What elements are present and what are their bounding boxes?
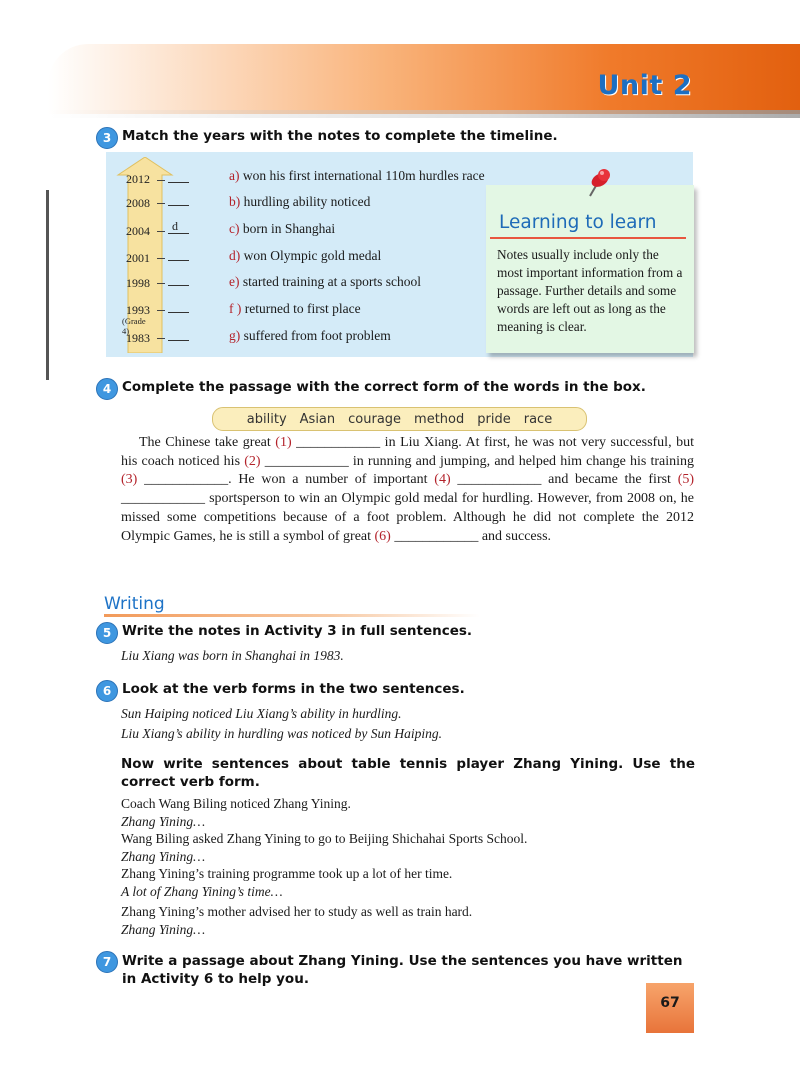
year-label: 1983 — [126, 331, 150, 345]
blank-marker: (5) — [677, 472, 695, 488]
note-text: won his first international 110m hurdles race — [239, 168, 485, 183]
passage-blank[interactable]: ____________ — [264, 453, 349, 469]
passage-text: in Liu Xiang. At first, he was not very successful, but his coach noticed his — [121, 435, 694, 469]
activity-6-prompt: Zhang Yining… — [121, 849, 206, 864]
grade-note: (Grade 4) — [122, 316, 146, 336]
passage-blank[interactable]: ____________ — [457, 472, 542, 488]
passage-text: The Chinese take great — [139, 435, 276, 450]
timeline-note — [229, 274, 421, 290]
blank-marker: (1) — [275, 435, 292, 450]
year-label: 1993 — [126, 303, 150, 317]
learning-title: Learning to learn — [499, 212, 657, 233]
answer-blank[interactable] — [168, 182, 189, 183]
tick — [157, 310, 165, 311]
note-letter: b) — [229, 194, 241, 209]
note-letter: g) — [229, 328, 241, 343]
activity-7-instruction: Write a passage about Zhang Yining. Use the sentences you have written in Activity 6 to help you. — [122, 953, 683, 987]
year-label: 2008 — [126, 196, 150, 210]
activity-4-badge: 4 — [96, 378, 118, 400]
passage-text: in running and jumping, and helped him change his training — [348, 453, 694, 469]
note-text: hurdling ability noticed — [240, 194, 371, 209]
note-letter: c) — [229, 221, 240, 236]
activity-6-prompt: A lot of Zhang Yining’s time… — [121, 884, 283, 899]
activity-6-prompt: Zhang Yining… — [121, 922, 206, 937]
note-letter: f ) — [229, 301, 242, 316]
unit-title: Unit 2 — [597, 70, 692, 101]
writing-underline — [104, 614, 480, 617]
timeline-note — [229, 168, 485, 184]
learning-text: Notes usually include only the most important information from a passage. Further details and some words are left out as long as the meaning is clear. — [497, 247, 683, 334]
activity-6-prompt: Zhang Yining… — [121, 814, 206, 829]
activity-6-sentence: Wang Biling asked Zhang Yining to go to Beijing Shichahai Sports School. — [121, 831, 528, 846]
timeline-note — [229, 248, 381, 264]
activity-6-instruction: Look at the verb forms in the two sentences. — [122, 681, 465, 697]
activity-3-badge: 3 — [96, 127, 118, 149]
word-item: Asian — [299, 411, 336, 427]
passage-blank[interactable]: ____________ — [296, 435, 381, 450]
passage-text: and became the first — [541, 472, 678, 488]
passage-text: sportsperson to win an Olympic gold medal for hurdling. However, from 2008 on, he missed some competitions because of a foot problem. Although he did not complete the 2012 Olympic Games, he is still a symbol of great — [121, 491, 694, 544]
word-box — [212, 407, 587, 431]
word-item: courage — [348, 411, 402, 427]
activity-6-badge: 6 — [96, 680, 118, 702]
activity-4-instruction: Complete the passage with the correct form of the words in the box. — [122, 379, 646, 395]
answer-blank[interactable] — [168, 312, 189, 313]
word-item: ability — [246, 411, 287, 427]
tick — [157, 258, 165, 259]
passage-text: . He won a number of important — [228, 472, 435, 488]
page-number: 67 — [660, 995, 680, 1011]
tick — [157, 203, 165, 204]
timeline-note — [229, 301, 361, 317]
note-text: suffered from foot problem — [240, 328, 391, 343]
answer-blank[interactable] — [168, 205, 189, 206]
blank-marker: (2) — [244, 453, 261, 469]
word-item: pride — [477, 411, 511, 427]
passage-blank[interactable]: ____________ — [144, 472, 229, 488]
note-text: returned to first place — [241, 301, 361, 316]
passage — [121, 434, 694, 546]
activity-6-instruction-2: Now write sentences about table tennis player Zhang Yining. Use the correct verb form. — [121, 756, 695, 790]
answer-blank[interactable] — [168, 285, 189, 286]
activity-6-sentence: Zhang Yining’s mother advised her to study as well as train hard. — [121, 904, 473, 919]
note-text: started training at a sports school — [239, 274, 421, 289]
activity-5-instruction: Write the notes in Activity 3 in full sentences. — [122, 623, 473, 639]
tick — [157, 283, 165, 284]
activity-6-sentence: Zhang Yining’s training programme took up a lot of her time. — [121, 866, 453, 881]
blank-marker: (3) — [121, 472, 138, 488]
year-label: 2012 — [126, 172, 150, 186]
passage-blank[interactable]: ____________ — [121, 491, 205, 507]
passage-text: and success. — [478, 528, 552, 544]
timeline-note — [229, 221, 335, 237]
header-shadow — [48, 110, 800, 118]
note-text: won Olympic gold medal — [240, 248, 382, 263]
passage-blank[interactable]: ____________ — [394, 528, 479, 544]
note-letter: e) — [229, 274, 240, 289]
word-item: race — [523, 411, 553, 427]
note-text: born in Shanghai — [239, 221, 336, 236]
answer-value: d — [172, 219, 178, 233]
activity-3-instruction: Match the years with the notes to complete the timeline. — [122, 128, 558, 144]
activity-6-example: Sun Haiping noticed Liu Xiang’s ability in hurdling. — [121, 706, 402, 721]
note-letter: d) — [229, 248, 241, 263]
year-label: 2001 — [126, 251, 150, 265]
year-label: 1998 — [126, 276, 150, 290]
word-item: method — [414, 411, 465, 427]
note-letter: a) — [229, 168, 240, 183]
page-edge-mark — [46, 190, 49, 380]
blank-marker: (6) — [374, 528, 391, 544]
tick — [157, 338, 165, 339]
blank-marker: (4) — [434, 472, 451, 488]
writing-heading: Writing — [104, 594, 165, 614]
timeline-note — [229, 194, 370, 210]
activity-6-sentence: Coach Wang Biling noticed Zhang Yining. — [121, 796, 351, 811]
activity-5-example: Liu Xiang was born in Shanghai in 1983. — [121, 648, 344, 663]
timeline-note — [229, 328, 391, 344]
activity-7-badge: 7 — [96, 951, 118, 973]
tick — [157, 231, 165, 232]
tick — [157, 180, 165, 181]
learning-underline — [490, 237, 686, 239]
pushpin-icon — [580, 166, 614, 202]
activity-6-example: Liu Xiang’s ability in hurdling was noticed by Sun Haiping. — [121, 726, 443, 741]
answer-blank[interactable] — [168, 260, 189, 261]
answer-blank[interactable] — [168, 340, 189, 341]
activity-5-badge: 5 — [96, 622, 118, 644]
year-label: 2004 — [126, 224, 150, 238]
